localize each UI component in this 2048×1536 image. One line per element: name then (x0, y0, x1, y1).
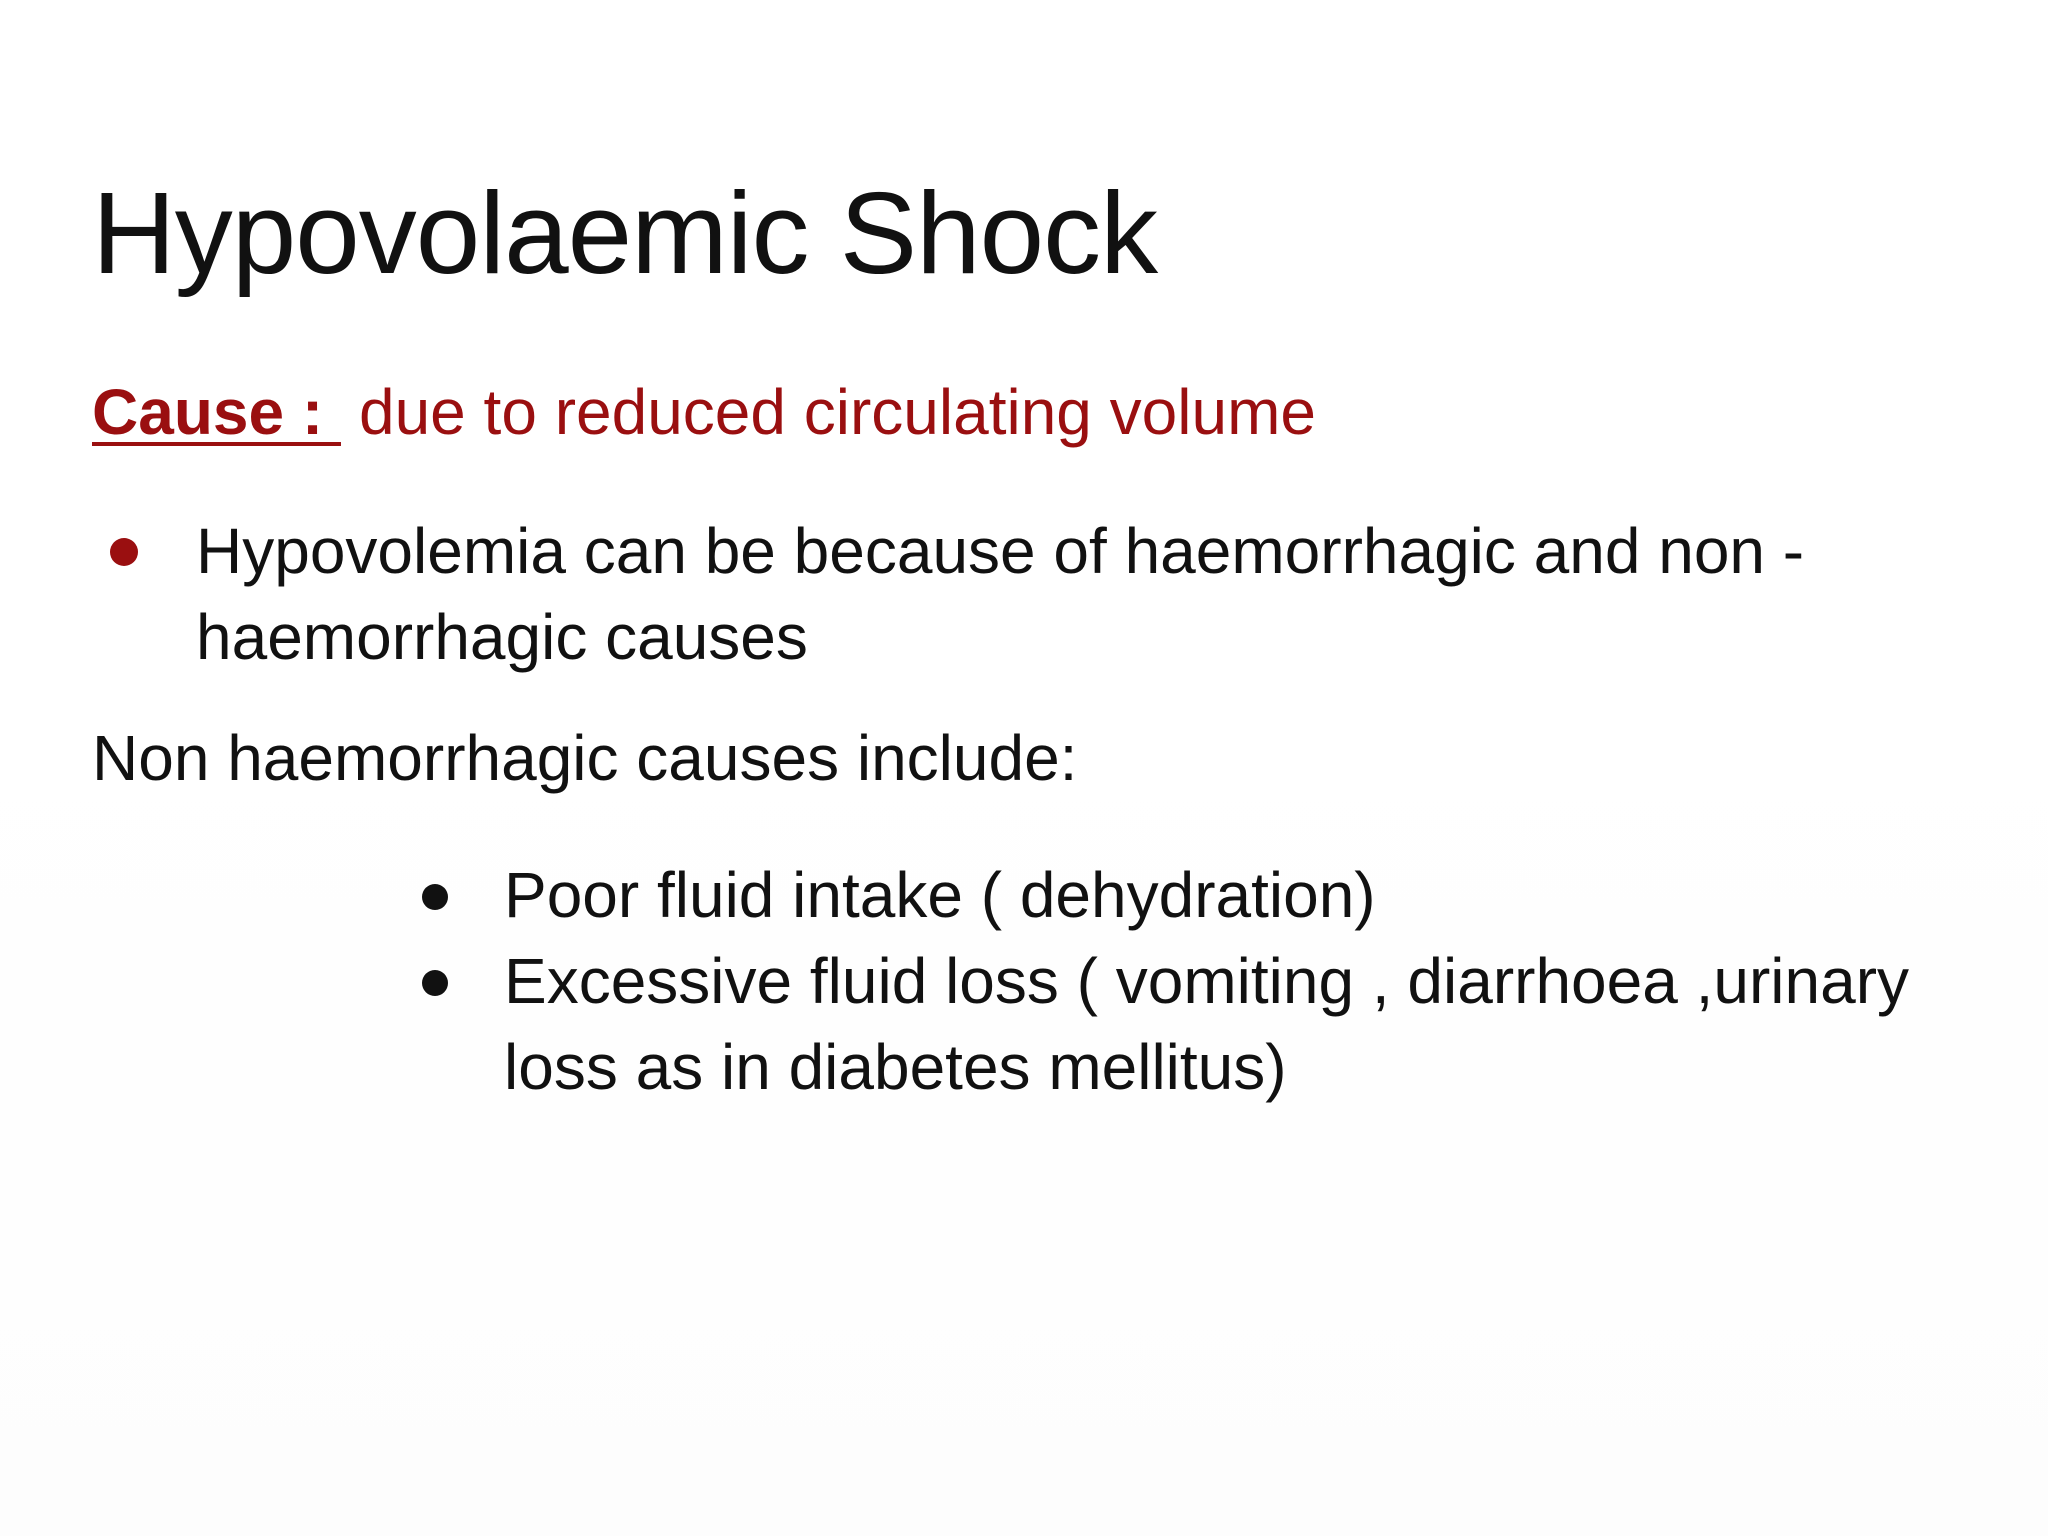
bullet-dot-icon (422, 970, 448, 996)
main-bullet-text: Hypovolemia can be because of haemorrhagic and non - haemorrhagic causes (196, 515, 1805, 673)
list-item-text: Poor fluid intake ( dehydration) (504, 859, 1376, 931)
sub-bullet-list (422, 852, 1982, 1110)
cause-text: due to reduced circulating volume (358, 376, 1316, 448)
slide-title: Hypovolaemic Shock (92, 168, 1158, 298)
cause-label: Cause : (92, 376, 341, 448)
list-item-text: Excessive fluid loss ( vomiting , diarrhoea ,urinary loss as in diabetes mellitus) (504, 945, 1909, 1103)
bullet-dot-icon (110, 538, 138, 566)
cause-line (92, 374, 1316, 451)
list-item (422, 852, 1982, 938)
subheading: Non haemorrhagic causes include: (92, 722, 1078, 794)
main-bullet (110, 508, 1890, 680)
list-item (422, 938, 1982, 1110)
bullet-dot-icon (422, 884, 448, 910)
